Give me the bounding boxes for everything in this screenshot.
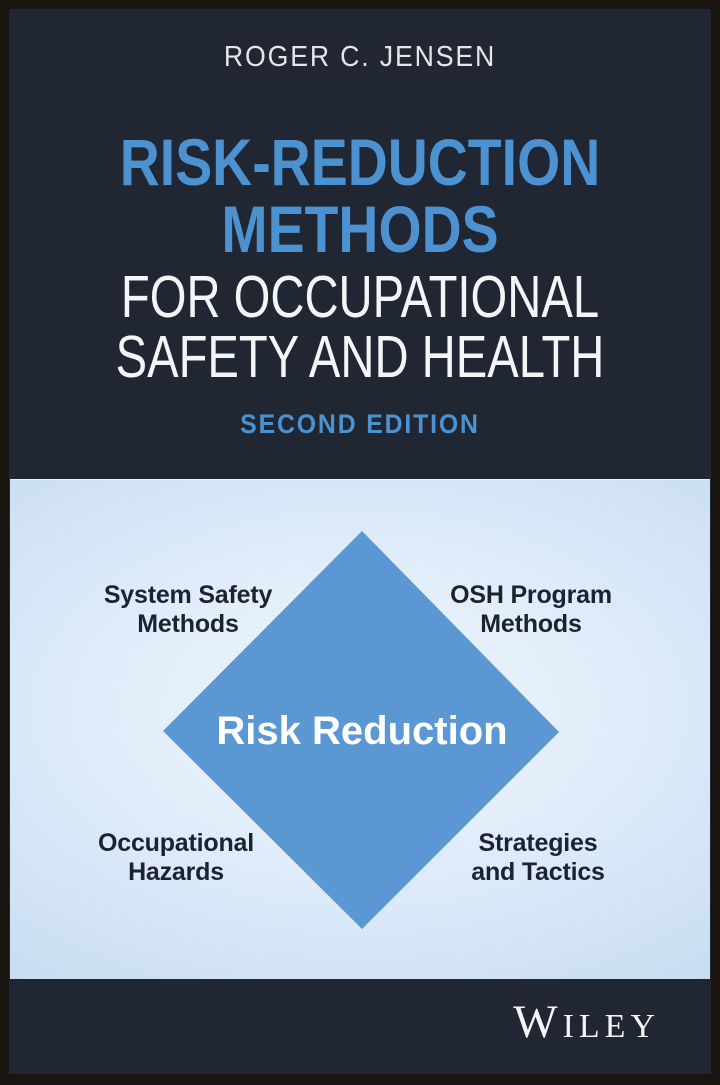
wiley-logo bbox=[513, 996, 660, 1048]
corner-label-top-left bbox=[104, 581, 272, 639]
wiley-logo-initial: W bbox=[513, 996, 563, 1048]
wiley-logo-rest: ILEY bbox=[562, 1008, 660, 1045]
label-line: Occupational bbox=[98, 829, 254, 857]
subtitle-line-1: FOR OCCUPATIONAL bbox=[120, 264, 600, 330]
corner-label-top-right bbox=[450, 581, 612, 639]
label-line: Strategies bbox=[478, 829, 598, 857]
corner-label-bottom-left bbox=[98, 829, 254, 887]
label-line: OSH Program bbox=[450, 581, 612, 609]
label-line: and Tactics bbox=[471, 858, 605, 886]
diamond-center-label: Risk Reduction bbox=[216, 709, 508, 753]
label-line: Methods bbox=[480, 610, 582, 638]
label-line: Methods bbox=[137, 610, 239, 638]
label-line: System Safety bbox=[103, 581, 273, 609]
edition-label: SECOND EDITION bbox=[240, 409, 480, 439]
title-line-2: METHODS bbox=[221, 192, 499, 266]
diagram-panel bbox=[10, 479, 710, 979]
title-line-1: RISK-REDUCTION bbox=[119, 125, 601, 199]
label-line: Hazards bbox=[128, 858, 224, 886]
author-name: ROGER C. JENSEN bbox=[223, 41, 497, 73]
corner-label-bottom-right bbox=[471, 829, 605, 887]
subtitle-line-2: SAFETY AND HEALTH bbox=[115, 324, 605, 390]
